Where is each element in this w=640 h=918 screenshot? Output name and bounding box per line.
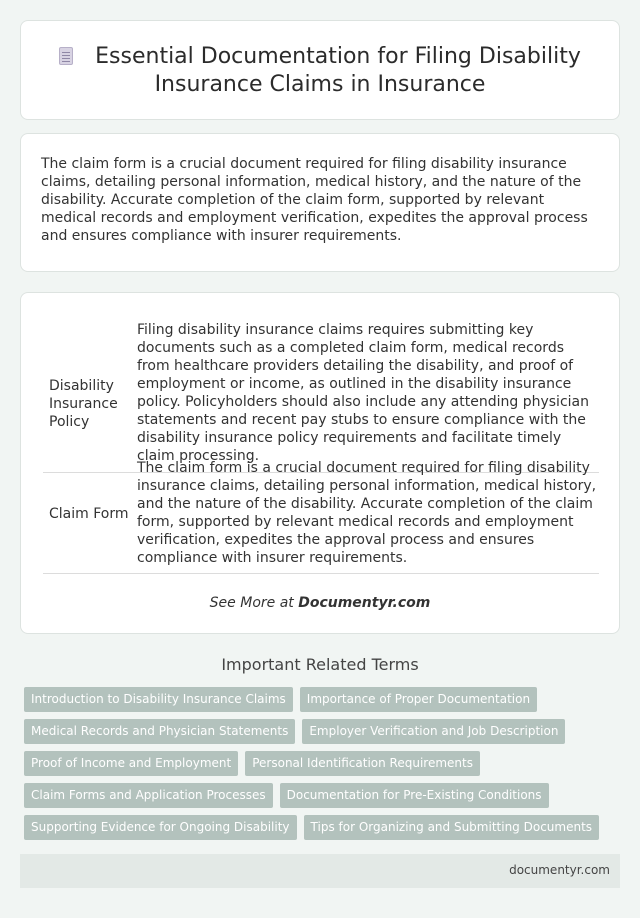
related-term-tag[interactable]: Medical Records and Physician Statements [24, 719, 295, 744]
tag-row [24, 783, 624, 808]
related-terms-heading: Important Related Terms [221, 655, 419, 674]
tag-row [24, 815, 624, 840]
related-term-tag[interactable]: Tips for Organizing and Submitting Documents [304, 815, 600, 840]
row-label: Claim Form [49, 506, 129, 522]
title-card [20, 20, 620, 120]
page-title-text: Essential Documentation for Filing Disability Insurance Claims in Insurance [95, 44, 581, 97]
related-term-tag[interactable]: Supporting Evidence for Ongoing Disability [24, 815, 297, 840]
document-icon [59, 47, 73, 65]
related-term-tag[interactable]: Introduction to Disability Insurance Claims [24, 687, 293, 712]
footer-bar [20, 854, 620, 888]
summary-text: The claim form is a crucial document required for filing disability insurance claims, detailing personal information, medical history, and the nature of the disability. Accurate completion of the claim form, supported by relevant medical records and employment verification, expedites the approval process and ensures compliance with insurer requirements. [41, 156, 588, 244]
footer-site-link[interactable]: documentyr.com [509, 863, 610, 877]
related-term-tag[interactable]: Personal Identification Requirements [245, 751, 480, 776]
table-row [43, 454, 599, 574]
related-terms-list [24, 687, 624, 847]
related-term-tag[interactable]: Employer Verification and Job Description [302, 719, 565, 744]
tag-row [24, 751, 624, 776]
tag-row [24, 719, 624, 744]
related-term-tag[interactable]: Claim Forms and Application Processes [24, 783, 273, 808]
table-row [43, 313, 599, 473]
see-more-prefix: See More at [209, 595, 299, 611]
see-more-site: Documentyr.com [298, 595, 431, 611]
tag-row [24, 687, 624, 712]
documents-table [20, 292, 620, 634]
related-term-tag[interactable]: Proof of Income and Employment [24, 751, 238, 776]
row-label: Disability Insurance Policy [49, 378, 118, 430]
row-description: The claim form is a crucial document required for filing disability insurance claims, detailing personal information, medical history, and the nature of the disability. Accurate completion of the claim form, supported by relevant medical records and employment verification, expedites the approval process and ensures compliance with insurer requirements. [137, 460, 597, 566]
row-description: Filing disability insurance claims requires submitting key documents such as a completed claim form, medical records from healthcare providers detailing the disability, and proof of employment or income, as outlined in the disability insurance policy. Policyholders should also include any attending physician statements and recent pay stubs to ensure compliance with the disability insurance policy requirements and facilitate timely claim processing. [137, 322, 589, 464]
related-term-tag[interactable]: Importance of Proper Documentation [300, 687, 537, 712]
related-term-tag[interactable]: Documentation for Pre-Existing Conditions [280, 783, 549, 808]
summary-card [20, 133, 620, 272]
page-title [21, 43, 619, 99]
see-more-link[interactable] [21, 595, 619, 611]
